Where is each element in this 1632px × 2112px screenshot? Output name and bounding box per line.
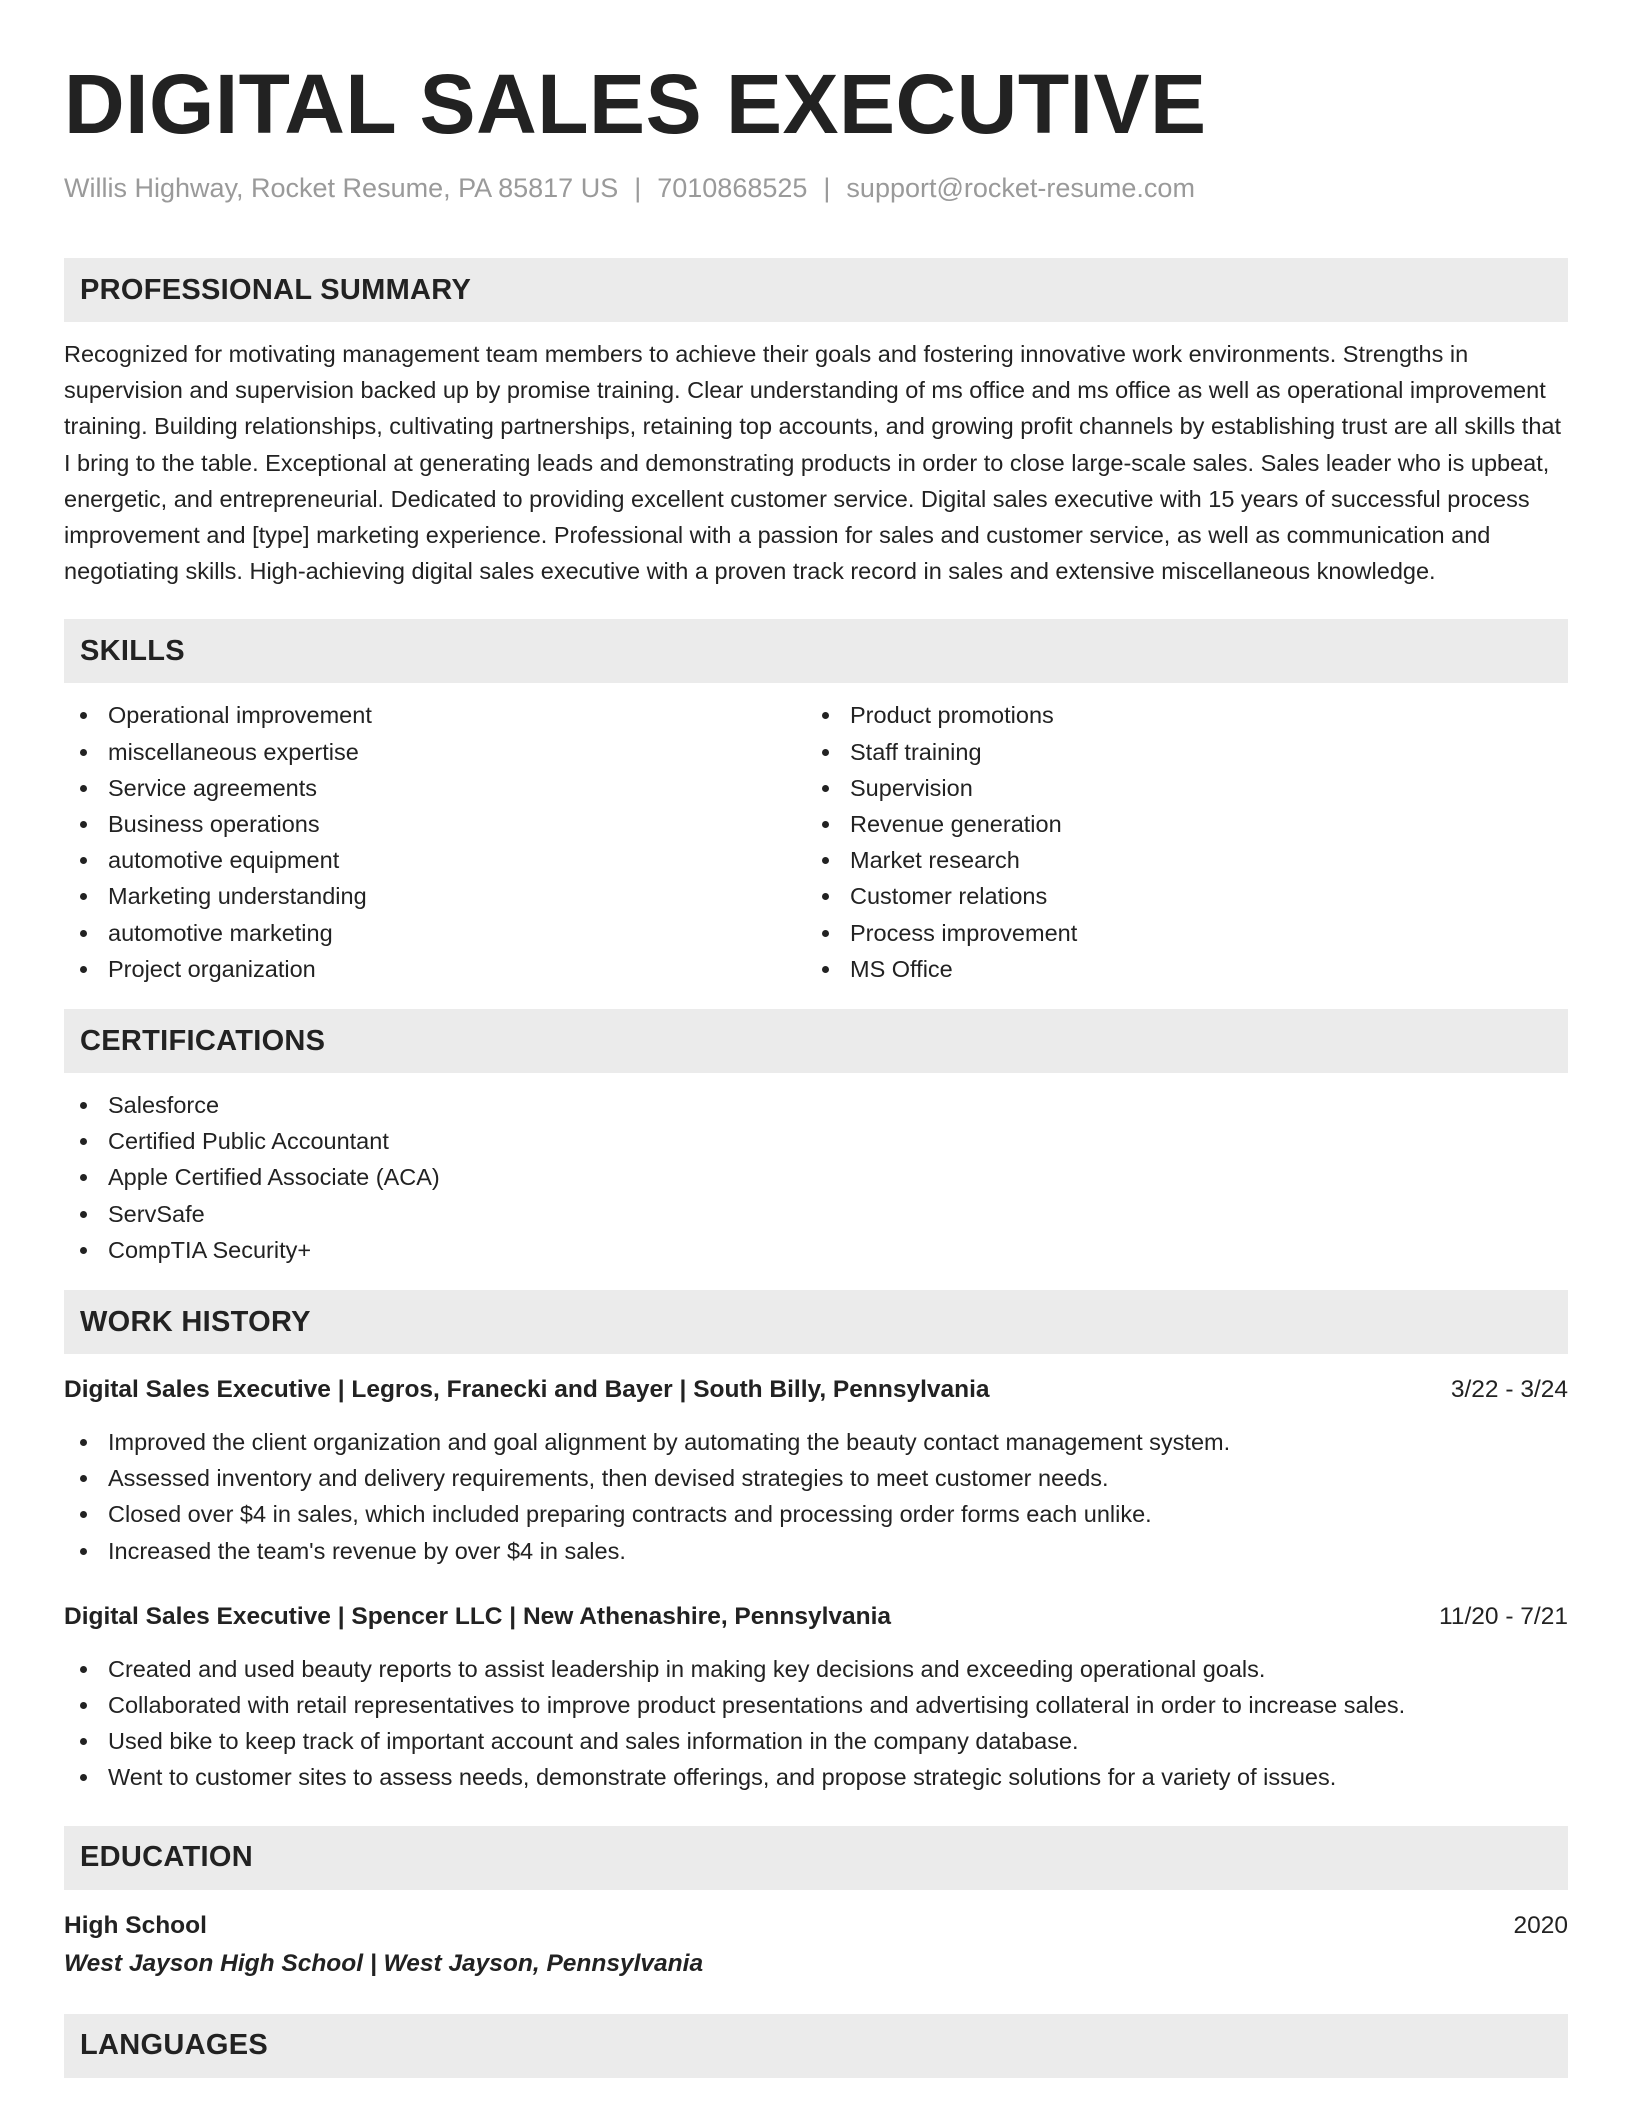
skill-item: Operational improvement bbox=[64, 697, 806, 733]
contact-line bbox=[64, 170, 1568, 206]
job-bullet: Collaborated with retail representatives to improve product presentations and advertising collateral in order to increase sales. bbox=[64, 1687, 1568, 1723]
summary-paragraph: Recognized for motivating management team members to achieve their goals and fostering innovative work environments. Strengths in supervision and supervision backed up by promise training. Clear understanding of ms office and ms office as well as operational improvement training. Building relationships, cultivating partnerships, retaining top accounts, and growing profit channels by establishing trust are all skills that I bring to the table. Exceptional at generating leads and demonstrating products in order to close large-scale sales. Sales leader who is upbeat, energetic, and entrepreneurial. Dedicated to providing excellent customer service. Digital sales executive with 15 years of successful process improvement and [type] marketing experience. Professional with a passion for sales and customer service, as well as communication and negotiating skills. High-achieving digital sales executive with a proven track record in sales and extensive miscellaneous knowledge. bbox=[64, 341, 1561, 585]
education-entry bbox=[64, 1908, 1568, 1984]
certification-item: Salesforce bbox=[64, 1087, 1568, 1123]
resume-page bbox=[64, 0, 1568, 2078]
section-heading-education: EDUCATION bbox=[64, 1826, 1568, 1890]
job-bullet: Increased the team's revenue by over $4 in sales. bbox=[64, 1533, 1568, 1569]
education-degree: High School bbox=[64, 1911, 207, 1939]
job-bullet: Used bike to keep track of important account and sales information in the company database. bbox=[64, 1723, 1568, 1759]
skills-column-right bbox=[806, 697, 1548, 987]
contact-email: support@rocket-resume.com bbox=[846, 173, 1195, 203]
job-entry bbox=[64, 1372, 1568, 1569]
skill-item: miscellaneous expertise bbox=[64, 734, 806, 770]
skill-item: Process improvement bbox=[806, 915, 1548, 951]
job-bullet: Went to customer sites to assess needs, demonstrate offerings, and propose strategic solutions for a variety of issues. bbox=[64, 1759, 1568, 1795]
skill-item: Business operations bbox=[64, 806, 806, 842]
contact-separator: | bbox=[823, 173, 831, 203]
job-bullets bbox=[64, 1424, 1568, 1569]
certifications-list bbox=[64, 1087, 1568, 1268]
job-entry bbox=[64, 1599, 1568, 1796]
contact-separator: | bbox=[634, 173, 642, 203]
skill-item: MS Office bbox=[806, 951, 1548, 987]
job-header bbox=[64, 1372, 1568, 1408]
skill-item: Product promotions bbox=[806, 697, 1548, 733]
job-bullet: Created and used beauty reports to assist leadership in making key decisions and exceeding operational goals. bbox=[64, 1651, 1568, 1687]
job-bullet: Closed over $4 in sales, which included preparing contracts and processing order forms each unlike. bbox=[64, 1496, 1568, 1532]
section-heading-skills: SKILLS bbox=[64, 619, 1568, 683]
skill-item: Customer relations bbox=[806, 878, 1548, 914]
education-year: 2020 bbox=[1513, 1911, 1568, 1939]
skills-column-left bbox=[64, 697, 806, 987]
skill-item: automotive marketing bbox=[64, 915, 806, 951]
job-title: Digital Sales Executive | Spencer LLC | New Athenashire, Pennsylvania bbox=[64, 1602, 892, 1630]
skill-item: Service agreements bbox=[64, 770, 806, 806]
job-header bbox=[64, 1599, 1568, 1635]
skill-item: Revenue generation bbox=[806, 806, 1548, 842]
job-title: Digital Sales Executive | Legros, Franecki and Bayer | South Billy, Pennsylvania bbox=[64, 1376, 990, 1404]
skills-grid bbox=[64, 697, 1568, 987]
skill-item: automotive equipment bbox=[64, 842, 806, 878]
skill-item: Staff training bbox=[806, 734, 1548, 770]
certification-item: Certified Public Accountant bbox=[64, 1123, 1568, 1159]
contact-address: Willis Highway, Rocket Resume, PA 85817 US bbox=[64, 173, 619, 203]
resume-title: DIGITAL SALES EXECUTIVE bbox=[64, 57, 1207, 151]
job-bullet: Improved the client organization and goal alignment by automating the beauty contact management system. bbox=[64, 1424, 1568, 1460]
job-dates: 11/20 - 7/21 bbox=[1439, 1602, 1568, 1630]
job-bullets bbox=[64, 1651, 1568, 1796]
job-dates: 3/22 - 3/24 bbox=[1450, 1376, 1568, 1404]
job-bullet: Assessed inventory and delivery requirements, then devised strategies to meet customer needs. bbox=[64, 1460, 1568, 1496]
section-heading-languages: LANGUAGES bbox=[64, 2014, 1568, 2078]
skill-item: Marketing understanding bbox=[64, 878, 806, 914]
section-heading-summary: PROFESSIONAL SUMMARY bbox=[64, 258, 1568, 322]
certification-item: CompTIA Security+ bbox=[64, 1232, 1568, 1268]
section-heading-work-history: WORK HISTORY bbox=[64, 1290, 1568, 1354]
contact-phone: 7010868525 bbox=[657, 173, 808, 203]
skill-item: Project organization bbox=[64, 951, 806, 987]
education-school: West Jayson High School | West Jayson, Pennsylvania bbox=[64, 1949, 704, 1977]
section-heading-certifications: CERTIFICATIONS bbox=[64, 1009, 1568, 1073]
skill-item: Market research bbox=[806, 842, 1548, 878]
certification-item: Apple Certified Associate (ACA) bbox=[64, 1159, 1568, 1195]
certification-item: ServSafe bbox=[64, 1196, 1568, 1232]
skill-item: Supervision bbox=[806, 770, 1548, 806]
education-header bbox=[64, 1908, 1568, 1944]
